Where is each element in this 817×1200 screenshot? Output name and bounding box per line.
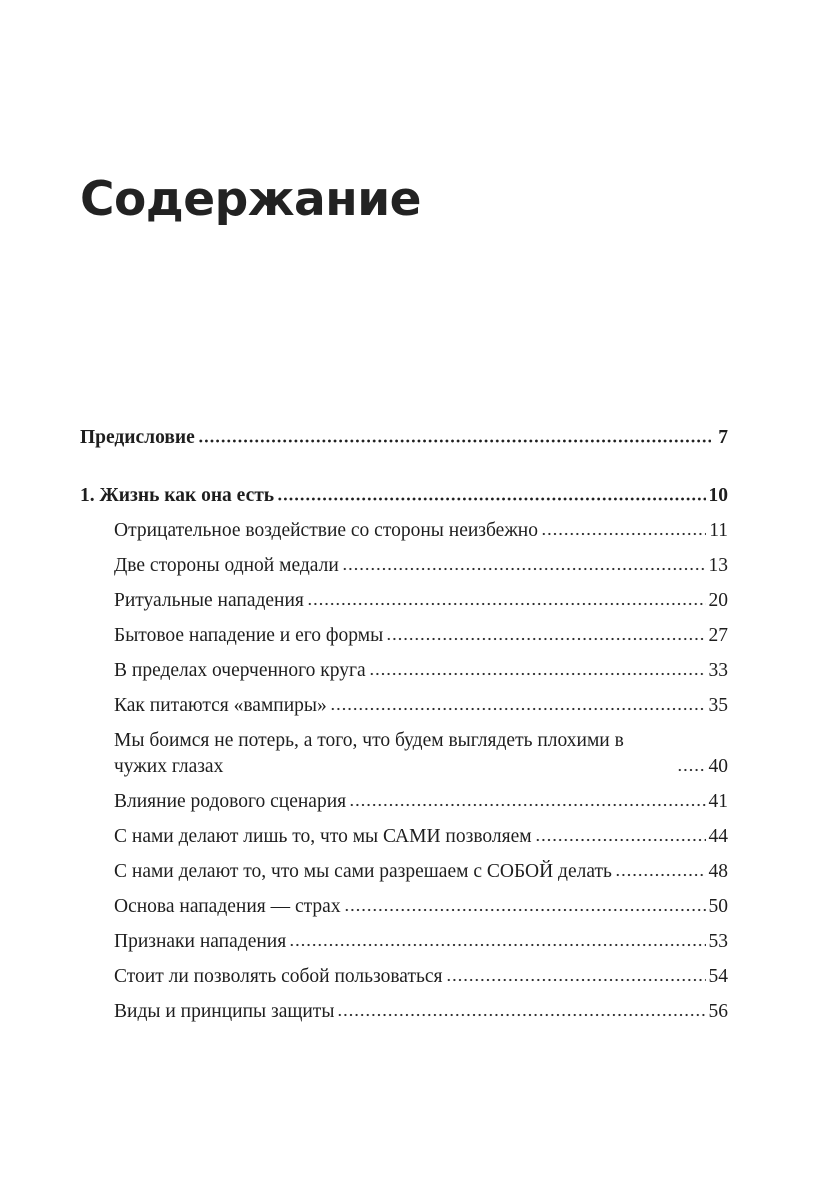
toc-page-number: 27	[708, 625, 728, 646]
toc-page-number: 35	[708, 695, 728, 716]
dot-leader	[677, 767, 706, 773]
toc-entry-title: Ритуальные нападения	[114, 590, 304, 611]
toc-entry-title: Основа нападения — страх	[114, 896, 341, 917]
toc-page-number: 50	[708, 896, 728, 917]
toc-entry-section[interactable]	[80, 693, 728, 719]
dot-leader	[198, 438, 711, 444]
toc-entry-title: Отрицательное воздействие со стороны неизбежно	[114, 520, 538, 541]
toc-entry-section[interactable]	[80, 964, 728, 990]
toc-entry-section[interactable]	[80, 894, 728, 920]
toc-page-number: 10	[708, 485, 728, 506]
toc-page-number: 41	[708, 791, 728, 812]
toc-page-number: 48	[708, 861, 728, 882]
toc-page-number: 20	[708, 590, 728, 611]
toc-entry-section[interactable]	[80, 553, 728, 579]
toc-entry-title: Бытовое нападение и его формы	[114, 625, 384, 646]
toc-entry-section[interactable]	[80, 859, 728, 885]
dot-leader	[289, 942, 705, 948]
toc-page-number: 33	[708, 660, 728, 681]
toc-entry-title: Как питаются «вампиры»	[114, 695, 327, 716]
dot-leader	[541, 531, 706, 537]
toc-entry-chapter-1[interactable]	[80, 483, 728, 509]
toc-entry-title: С нами делают лишь то, что мы САМИ позволяем	[114, 826, 532, 847]
dot-leader	[386, 636, 705, 642]
dot-leader	[277, 496, 705, 502]
toc-entry-title: Мы боимся не потерь, а того, что будем выглядеть плохими в чужих глазах	[114, 730, 624, 777]
toc-page-number: 7	[718, 427, 728, 448]
toc-page-number: 44	[708, 826, 728, 847]
dot-leader	[330, 706, 706, 712]
toc-page-number: 13	[708, 555, 728, 576]
page-title: Содержание	[80, 172, 422, 227]
toc-entry-title: Предисловие	[80, 427, 195, 448]
dot-leader	[535, 837, 706, 843]
toc-page-number: 11	[709, 520, 728, 541]
toc-entry-title: 1. Жизнь как она есть	[80, 485, 275, 506]
toc-page-number: 54	[708, 966, 728, 987]
toc-entry-title: В пределах очерченного круга	[114, 660, 366, 681]
toc-entry-section[interactable]	[80, 588, 728, 614]
toc-entry-section[interactable]	[80, 518, 728, 544]
toc-entry-preface[interactable]	[80, 425, 728, 451]
toc-entry-section[interactable]	[80, 623, 728, 649]
toc-entry-section[interactable]	[80, 658, 728, 684]
toc-entry-title: Влияние родового сценария	[114, 791, 347, 812]
toc-entry-title: Признаки нападения	[114, 931, 287, 952]
dot-leader	[446, 977, 706, 983]
dot-leader	[349, 802, 705, 808]
dot-leader	[369, 671, 706, 677]
toc-page-number: 56	[708, 1001, 728, 1022]
dot-leader	[307, 601, 706, 607]
dot-leader	[337, 1012, 705, 1018]
dot-leader	[344, 907, 706, 913]
dot-leader	[615, 872, 706, 878]
toc-entry-section[interactable]	[80, 929, 728, 955]
toc-entry-section[interactable]	[80, 789, 728, 815]
toc-entry-section[interactable]	[80, 824, 728, 850]
table-of-contents	[80, 425, 728, 1034]
dot-leader	[342, 566, 706, 572]
toc-entry-title: Виды и принципы защиты	[114, 1001, 335, 1022]
toc-page-number: 53	[708, 931, 728, 952]
toc-page-number: 40	[708, 756, 728, 777]
toc-entry-section[interactable]	[80, 728, 728, 780]
toc-entry-title: Стоит ли позволять собой пользоваться	[114, 966, 443, 987]
toc-entry-section[interactable]	[80, 999, 728, 1025]
toc-entry-title: С нами делают то, что мы сами разрешаем с СОБОЙ делать	[114, 861, 612, 882]
toc-entry-title: Две стороны одной медали	[114, 555, 339, 576]
